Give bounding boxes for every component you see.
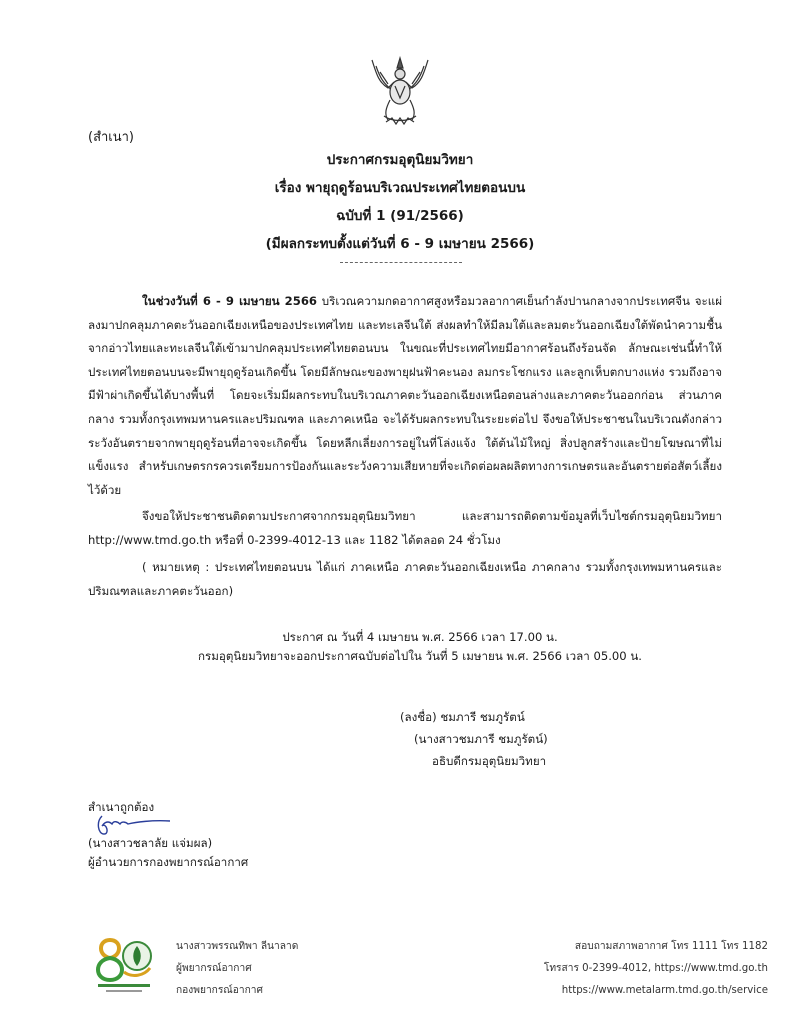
body-paragraph-3 <box>88 556 722 603</box>
contact-fax-website[interactable]: โทรสาร 0-2399-4012, https://www.tmd.go.th <box>543 963 768 974</box>
signed-by: (ลงชื่อ) ชมภารี ชมภูรัตน์ <box>400 710 525 724</box>
forecast-division: กองพยากรณ์อากาศ <box>176 985 263 996</box>
tmd-80th-logo-icon <box>92 934 158 996</box>
issued-datetime: ประกาศ ณ วันที่ 4 เมษายน พ.ศ. 2566 เวลา 17.00 น. <box>282 630 558 644</box>
signatory-name: (นางสาวชมภารี ชมภูรัตน์) <box>414 732 548 746</box>
paragraph-3-text: ( หมายเหตุ : ประเทศไทยตอนบน ได้แก่ ภาคเหนือ ภาคตะวันออกเฉียงเหนือ ภาคกลาง รวมทั้งกรุงเทพมหานครและปริมณฑลและภาคตะวันออก) <box>88 560 722 598</box>
certified-label: สำเนาถูกต้อง <box>88 800 155 814</box>
paragraph-2-text: จึงขอให้ประชาชนติดตามประกาศจากกรมอุตุนิยมวิทยา และสามารถติดตามข้อมูลที่เว็บไซต์กรมอุตุนิยมวิทยา http://www.tmd.go.th หรือที่ 0-2399-4012-13 และ 1182 ได้ตลอด 24 ชั่วโมง <box>88 509 722 547</box>
divider <box>340 262 462 263</box>
header-effective-dates: (มีผลกระทบตั้งแต่วันที่ 6 - 9 เมษายน 2566) <box>265 236 535 252</box>
header-issue-number: ฉบับที่ 1 (91/2566) <box>336 208 464 224</box>
forecaster-title: ผู้พยากรณ์อากาศ <box>176 963 252 974</box>
header-subject: เรื่อง พายุฤดูร้อนบริเวณประเทศไทยตอนบน <box>274 180 526 196</box>
body-paragraph-1 <box>88 290 722 502</box>
next-issue-datetime: กรมอุตุนิยมวิทยาจะออกประกาศฉบับต่อไปใน วันที่ 5 เมษายน พ.ศ. 2566 เวลา 05.00 น. <box>198 649 642 663</box>
effective-period: ในช่วงวันที่ 6 - 9 เมษายน 2566 <box>142 294 317 308</box>
header-agency: ประกาศกรมอุตุนิยมวิทยา <box>326 152 474 168</box>
garuda-emblem-icon <box>362 52 438 128</box>
paragraph-1-text: บริเวณความกดอากาศสูงหรือมวลอากาศเย็นกำลังปานกลางจากประเทศจีน จะแผ่ลงมาปกคลุมภาคตะวันออกเฉียงเหนือของประเทศไทย และทะเลจีนใต้ ส่งผลทำให้มีลมใต้และลมตะวันออกเฉียงใต้พัดนำความชื้นจากอ่าวไทยและทะเลจีนใต้เข้ามาปกคลุมประเทศไทยตอนบน ในขณะที่ประเทศไทยมีอากาศร้อนถึงร้อนจัด ลักษณะเช่นนี้ทำให้ประเทศไทยตอนบนจะมีพายุฤดูร้อนเกิดขึ้น โดยมีลักษณะของพายุฝนฟ้าคะนอง ลมกระโชกแรง และลูกเห็บตกบางแห่ง รวมถึงอาจมีฟ้าผ่าเกิดขึ้นได้บางพื้นที่ โดยจะเริ่มมีผลกระทบในบริเวณภาคตะวันออกเฉียงเหนือตอนล่างและภาคตะวันออกก่อน ส่วนภาคกลาง รวมทั้งกรุงเทพมหานครและปริมณฑล และภาคเหนือ จะได้รับผลกระทบในระยะต่อไป จึงขอให้ประชาชนในบริเวณดังกล่าวระวังอันตรายจากพายุฤดูร้อนที่อาจจะเกิดขึ้น โดยหลีกเลี่ยงการอยู่ในที่โล่งแจ้ง ใต้ต้นไม้ใหญ่ สิ่งปลูกสร้างและป้ายโฆษณาที่ไม่แข็งแรง สำหรับเกษตรกรควรเตรียมการป้องกันและระวังความเสียหายที่จะเกิดต่อผลผลิตทางการเกษตรและอันตรายต่อสัตว์เลี้ยงไว้ด้วย <box>88 294 722 497</box>
signatory-title: อธิบดีกรมอุตุนิยมวิทยา <box>432 754 547 768</box>
body-paragraph-2 <box>88 505 722 552</box>
contact-phone: สอบถามสภาพอากาศ โทร 1111 โทร 1182 <box>574 941 768 952</box>
copy-label: (สำเนา) <box>88 130 135 145</box>
certifier-title: ผู้อำนวยการกองพยากรณ์อากาศ <box>88 855 249 869</box>
forecaster-name: นางสาวพรรณทิพา ลีนาลาด <box>176 941 299 952</box>
metalarm-service-link[interactable]: https://www.metalarm.tmd.go.th/service <box>561 985 768 996</box>
certifier-name: (นางสาวชลาลัย แจ่มผล) <box>88 836 213 850</box>
